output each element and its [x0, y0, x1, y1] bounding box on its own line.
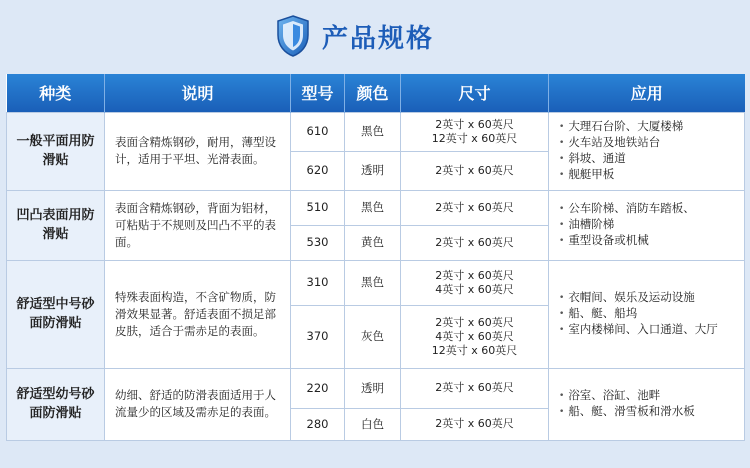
col-header-app: 应用 — [549, 74, 745, 112]
app-item: • 公车阶梯、消防车踏板、 — [559, 201, 734, 217]
spec-table — [6, 74, 745, 441]
desc-cell: 幼细、舒适的防滑表面适用于人流量少的区域及需赤足的表面。 — [105, 368, 291, 440]
model-cell: 310 — [291, 260, 345, 305]
size-cell — [401, 225, 549, 260]
size-line: 2英寸 x 60英尺 — [435, 268, 514, 282]
page-title: 产品规格 — [321, 23, 434, 54]
page-header — [0, 0, 750, 72]
size-cell — [401, 190, 549, 225]
shield-icon — [276, 15, 310, 57]
kind-cell: 舒适型幼号砂面防滑贴 — [7, 368, 105, 440]
app-item: • 舰艇甲板 — [559, 167, 734, 183]
desc-cell: 表面含精炼钢砂，背面为铝材，可粘贴于不规则及凹凸不平的表面。 — [105, 190, 291, 260]
desc-cell: 表面含精炼钢砂，耐用，薄型设计，适用于平坦、光滑表面。 — [105, 112, 291, 190]
color-cell: 透明 — [345, 368, 401, 408]
app-item: • 船、艇、船坞 — [559, 306, 734, 322]
size-cell — [401, 408, 549, 440]
size-cell — [401, 305, 549, 368]
size-line: 2英寸 x 60英尺 — [435, 315, 514, 329]
color-cell: 黑色 — [345, 260, 401, 305]
size-line: 2英寸 x 60英尺 — [435, 381, 514, 394]
model-cell: 510 — [291, 190, 345, 225]
kind-cell: 舒适型中号砂面防滑贴 — [7, 260, 105, 368]
size-line: 2英寸 x 60英尺 — [435, 200, 514, 214]
col-header-model: 型号 — [291, 74, 345, 112]
app-cell — [549, 112, 745, 190]
app-cell — [549, 260, 745, 368]
size-cell — [401, 112, 549, 151]
kind-cell: 凹凸表面用防滑贴 — [7, 190, 105, 260]
kind-cell: 一般平面用防滑贴 — [7, 112, 105, 190]
app-item: • 衣帽间、娱乐及运动设施 — [559, 290, 734, 306]
color-cell: 透明 — [345, 151, 401, 190]
app-cell — [549, 368, 745, 440]
color-cell: 黄色 — [345, 225, 401, 260]
desc-cell: 特殊表面构造，不含矿物质，防滑效果显著。舒适表面不损足部皮肤，适合于需赤足的表面。 — [105, 260, 291, 368]
app-cell — [549, 190, 745, 260]
model-cell: 620 — [291, 151, 345, 190]
model-cell: 280 — [291, 408, 345, 440]
color-cell: 灰色 — [345, 305, 401, 368]
size-cell — [401, 151, 549, 190]
color-cell: 黑色 — [345, 190, 401, 225]
size-line: 2英寸 x 60英尺 — [435, 163, 514, 177]
app-item: • 斜坡、通道 — [559, 151, 734, 167]
size-line: 2英寸 x 60英尺 — [435, 417, 514, 430]
color-cell: 黑色 — [345, 112, 401, 151]
col-header-size: 尺寸 — [401, 74, 549, 112]
app-item: • 火车站及地铁站台 — [559, 135, 734, 151]
size-line: 2英寸 x 60英尺 — [435, 117, 514, 131]
table-row — [7, 190, 745, 225]
col-header-desc: 说明 — [105, 74, 291, 112]
size-cell — [401, 368, 549, 408]
app-item: • 油槽阶梯 — [559, 217, 734, 233]
app-item: • 室内楼梯间、入口通道、大厅 — [559, 322, 734, 338]
size-line: 4英寸 x 60英尺 — [435, 282, 514, 296]
size-line: 12英寸 x 60英尺 — [431, 131, 518, 145]
size-line: 12英寸 x 60英尺 — [431, 343, 518, 357]
model-cell: 530 — [291, 225, 345, 260]
size-line: 2英寸 x 60英尺 — [435, 235, 514, 249]
size-line: 4英寸 x 60英尺 — [435, 329, 514, 343]
table-row — [7, 260, 745, 305]
model-cell: 220 — [291, 368, 345, 408]
table-header-row — [7, 74, 745, 112]
table-row — [7, 368, 745, 408]
color-cell: 白色 — [345, 408, 401, 440]
size-cell — [401, 260, 549, 305]
app-item: • 浴室、浴缸、池畔 — [559, 388, 734, 404]
col-header-color: 颜色 — [345, 74, 401, 112]
model-cell: 610 — [291, 112, 345, 151]
table-row — [7, 112, 745, 151]
col-header-kind: 种类 — [7, 74, 105, 112]
model-cell: 370 — [291, 305, 345, 368]
app-item: • 船、艇、滑雪板和滑水板 — [559, 404, 734, 420]
app-item: • 重型设备或机械 — [559, 233, 734, 249]
app-item: • 大理石台阶、大厦楼梯 — [559, 119, 734, 135]
